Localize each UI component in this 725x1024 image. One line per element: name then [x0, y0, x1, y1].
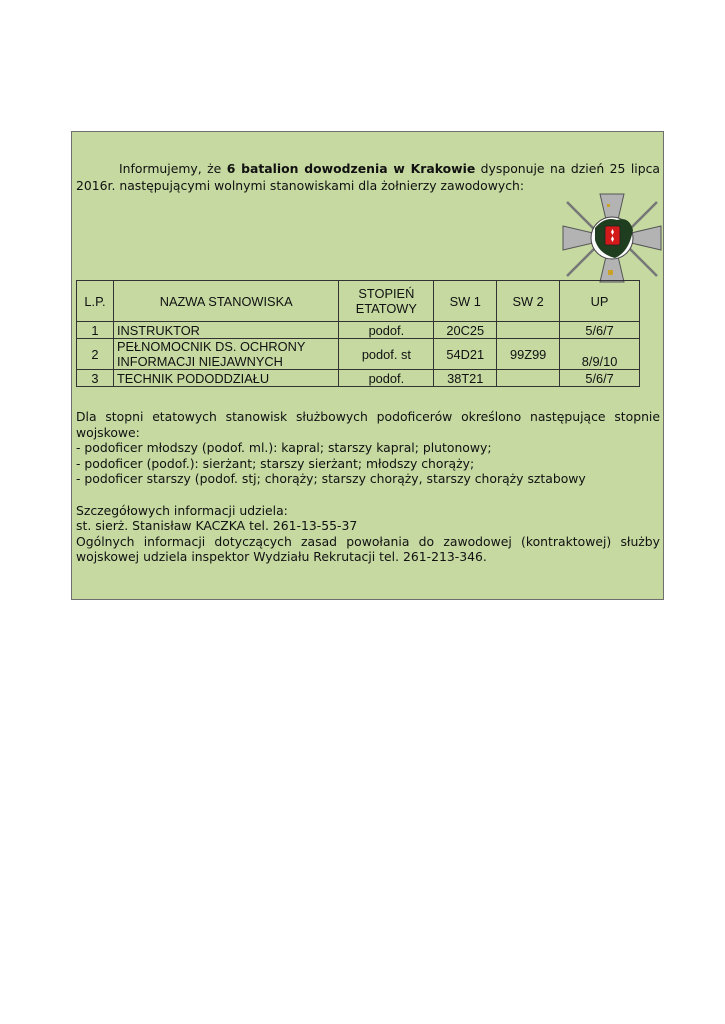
header-rank [339, 281, 434, 322]
table-row [77, 339, 640, 370]
row-rank: podof. st [339, 339, 434, 370]
row-name-line1: PEŁNOMOCNIK DS. OCHRONY [116, 339, 306, 354]
row-up: 5/6/7 [560, 370, 640, 387]
header-rank-line1: STOPIEŃ [358, 286, 415, 301]
header-sw2: SW 2 [497, 281, 560, 322]
row-sw1: 54D21 [434, 339, 497, 370]
row-sw2 [497, 322, 560, 339]
header-name: NAZWA STANOWISKA [113, 281, 338, 322]
announcement-panel [71, 131, 664, 600]
row-up: 8/9/10 [560, 339, 640, 370]
row-name [113, 339, 338, 370]
header-up: UP [560, 281, 640, 322]
row-rank: podof. [339, 370, 434, 387]
row-up: 5/6/7 [560, 322, 640, 339]
intro-text-after: dysponuje na dzień 25 lipca 2016r. następującymi wolnymi stanowiskami dla żołnierzy zawodowych: [76, 161, 660, 193]
header-rank-line2: ETATOWY [355, 301, 417, 316]
header-lp: L.P. [77, 281, 114, 322]
ranks-intro: Dla stopni etatowych stanowisk służbowych podoficerów określono następujące stopnie wojskowe: [76, 409, 660, 440]
intro-paragraph [76, 160, 660, 194]
row-sw1: 38T21 [434, 370, 497, 387]
row-name: TECHNIK PODODDZIAŁU [113, 370, 338, 387]
rank-line: - podoficer (podof.): sierżant; starszy sierżant; młodszy chorąży; [76, 455, 475, 471]
table-header-row [77, 281, 640, 322]
unit-name: 6 batalion dowodzenia w Krakowie [226, 161, 476, 176]
row-lp: 2 [77, 339, 114, 370]
notes-section [76, 409, 660, 565]
row-lp: 3 [77, 370, 114, 387]
row-sw2: 99Z99 [497, 339, 560, 370]
table-row [77, 322, 640, 339]
row-sw2 [497, 370, 560, 387]
row-lp: 1 [77, 322, 114, 339]
row-rank: podof. [339, 322, 434, 339]
contact-person: st. sierż. Stanisław KACZKA tel. 261-13-55-37 [76, 518, 358, 533]
table-row [77, 370, 640, 387]
rank-line: - podoficer młodszy (podof. ml.): kapral; starszy kapral; plutonowy; [76, 440, 492, 455]
row-name: INSTRUKTOR [113, 322, 338, 339]
rank-line: - podoficer starszy (podof. stj; chorąży; starszy chorąży, starszy chorąży sztabowy [76, 471, 586, 486]
header-sw1: SW 1 [434, 281, 497, 322]
contact-title: Szczegółowych informacji udziela: [76, 502, 288, 518]
general-info: Ogólnych informacji dotyczących zasad powołania do zawodowej (kontraktowej) służby wojskowej udziela inspektor Wydziału Rekrutacji tel. 261-213-346. [76, 533, 660, 564]
positions-table [76, 280, 640, 387]
intro-text-before: Informujemy, że [119, 161, 227, 176]
military-cross-emblem-icon [561, 190, 663, 286]
row-sw1: 20C25 [434, 322, 497, 339]
row-name-line2: INFORMACJI NIEJAWNYCH [116, 354, 283, 369]
